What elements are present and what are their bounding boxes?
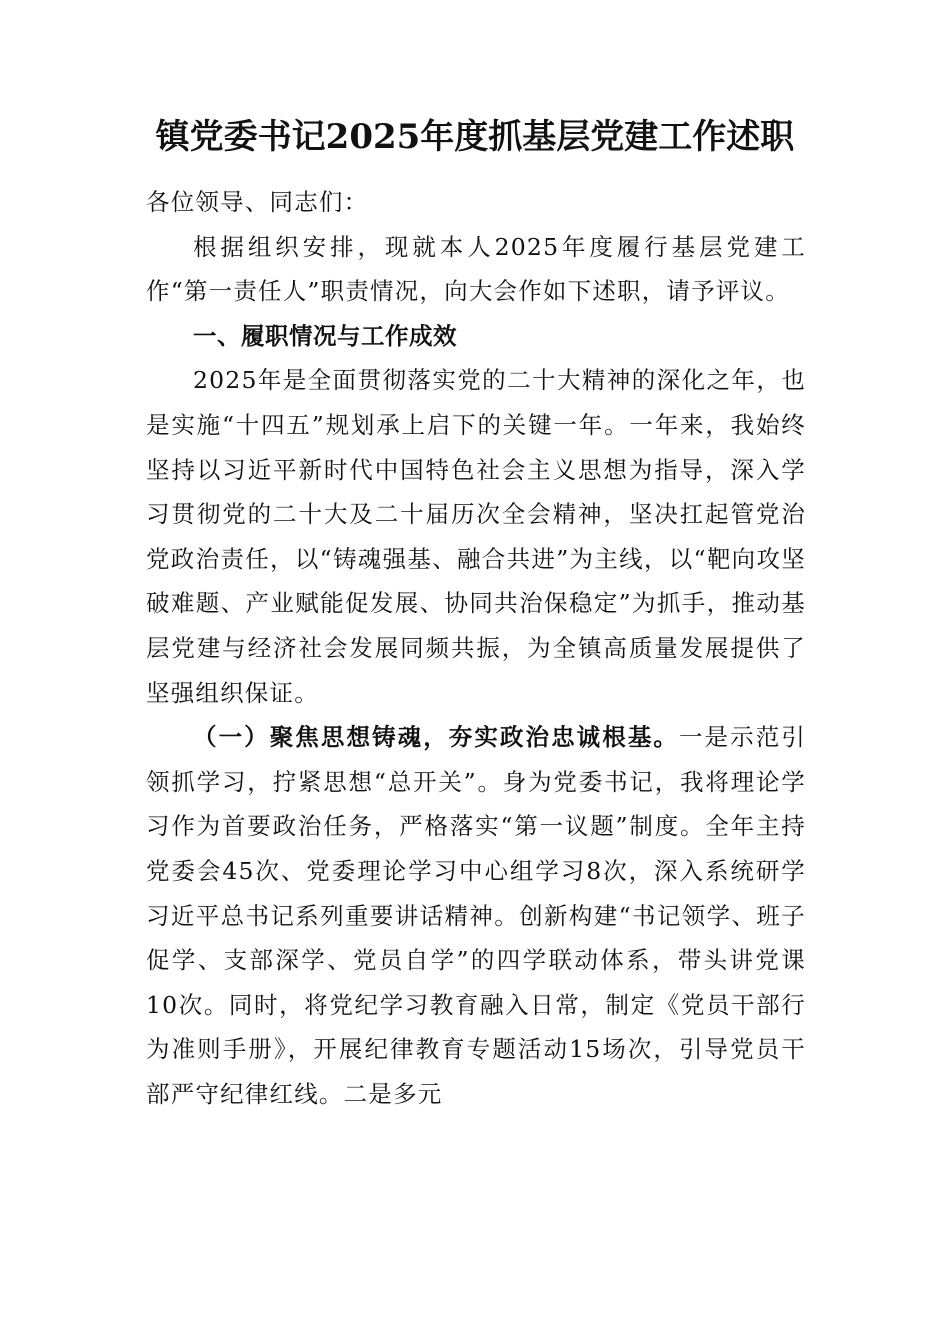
salutation: 各位领导、同志们： (146, 188, 369, 216)
intro-paragraph: 根据组织安排，现就本人2025年度履行基层党建工作“第一责任人”职责情况，向大会作如下述职，请予评议。 (146, 232, 806, 306)
overview-paragraph: 2025年是全面贯彻落实党的二十大精神的深化之年，也是实施“十四五”规划承上启下的关键一年。一年来，我始终坚持以习近平新时代中国特色社会主义思想为指导，深入学习贯彻党的二十大及二十届历次全会精神，坚决扛起管党治党政治责任，以“铸魂强基、融合共进”为主线，以“靶向攻坚破难题、产业赋能促发展、协同共治保稳定”为抓手，推动基层党建与经济社会发展同频共振，为全镇高质量发展提供了坚强组织保证。 (146, 366, 806, 707)
section-heading: 一、履职情况与工作成效 (193, 321, 457, 350)
subsection-heading: （一）聚焦思想铸魂，夯实政治忠诚根基。 (193, 723, 679, 752)
document-body (146, 180, 806, 1116)
subsection-body: 一是示范引领抓学习，拧紧思想“总开关”。身为党委书记，我将理论学习作为首要政治任务，严格落实“第一议题”制度。全年主持党委会45次、党委理论学习中心组学习8次，深入系统研学习近平总书记系列重要讲话精神。创新构建“书记领学、班子促学、支部深学、党员自学”的四学联动体系，带头讲党课10次。同时，将党纪学习教育融入日常，制定《党员干部行为准则手册》，开展纪律教育专题活动15场次，引导党员干部严守纪律红线。二是多元 (146, 723, 806, 1108)
item-paragraph (146, 715, 806, 1116)
document-title: 镇党委书记2025年度抓基层党建工作述职 (155, 117, 795, 157)
